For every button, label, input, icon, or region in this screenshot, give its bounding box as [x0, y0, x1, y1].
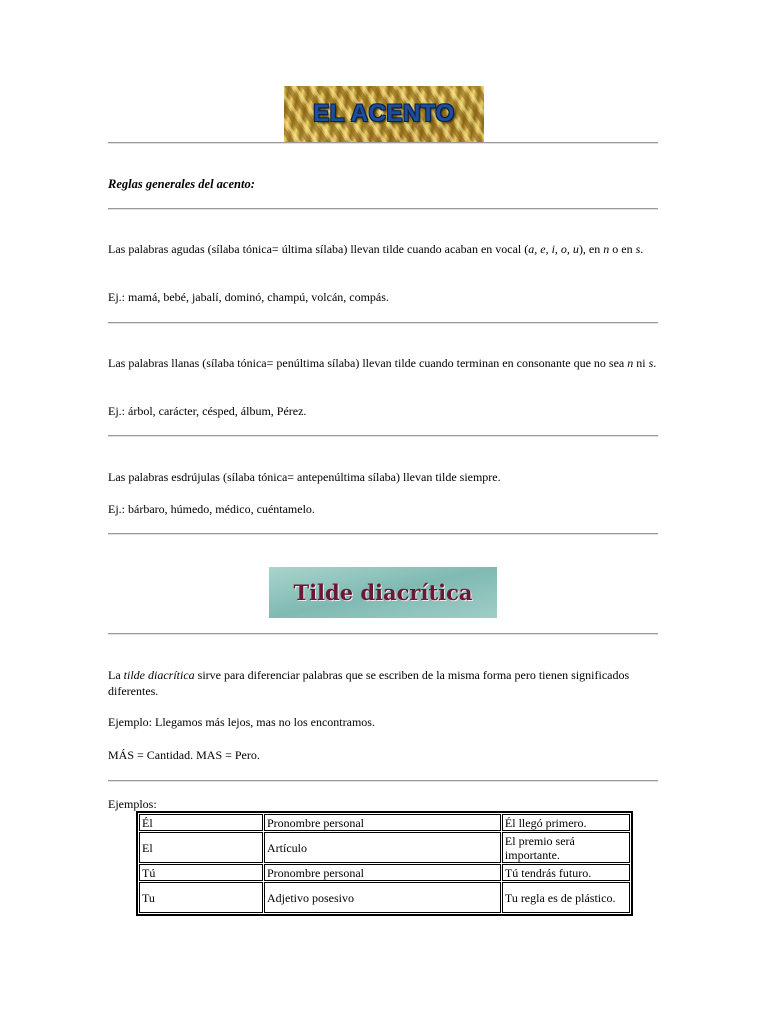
examples-table-body: [139, 814, 630, 913]
table-cell-word: Tu: [139, 882, 263, 913]
letter-s-italic: s: [635, 242, 641, 256]
banner-title: EL ACENTO: [313, 100, 455, 127]
diacritica-example: Ejemplo: Llegamos más lejos, mas no los encontramos.: [108, 715, 375, 729]
table-cell-word: Tú: [139, 864, 263, 881]
horizontal-rule: [108, 142, 658, 144]
el-acento-banner: [284, 86, 484, 142]
horizontal-rule: [108, 208, 658, 210]
llanas-text: .: [653, 356, 657, 370]
table-row: [139, 864, 630, 881]
examples-label: Ejemplos:: [108, 797, 157, 811]
table-cell-example: El premio será importante.: [502, 832, 630, 863]
section-subtitle: Reglas generales del acento:: [108, 177, 255, 191]
examples-table: [136, 811, 633, 916]
table-row: [139, 814, 630, 831]
esdrujulas-example: Ej.: bárbaro, húmedo, médico, cuéntamelo.: [108, 502, 315, 516]
table-cell-type: Adjetivo posesivo: [264, 882, 501, 913]
diacritica-text: sirve para diferenciar palabras que se escriben de la misma forma pero tienen significados diferentes.: [108, 668, 630, 698]
diacritica-note: MÁS = Cantidad. MAS = Pero.: [108, 748, 260, 762]
diacritica-paragraph: [108, 667, 660, 699]
llanas-text: Las palabras llanas (sílaba tónica= penúltima sílaba) llevan tilde cuando terminan en consonante que no sea: [108, 356, 628, 370]
letter-n-italic: n: [603, 242, 610, 256]
agudas-rule-paragraph: [108, 241, 660, 257]
agudas-text: ), en: [578, 242, 604, 256]
table-cell-type: Artículo: [264, 832, 501, 863]
table-cell-word: Él: [139, 814, 263, 831]
agudas-example: Ej.: mamá, bebé, jabalí, dominó, champú, volcán, compás.: [108, 290, 389, 304]
esdrujulas-rule-paragraph: Las palabras esdrújulas (sílaba tónica= antepenúltima sílaba) llevan tilde siempre.: [108, 470, 501, 484]
horizontal-rule: [108, 322, 658, 324]
vowels-italic: a, e, i, o, u: [528, 242, 579, 256]
agudas-text: o en: [609, 242, 636, 256]
llanas-example: Ej.: árbol, carácter, césped, álbum, Pérez.: [108, 404, 307, 418]
table-row: [139, 882, 630, 913]
horizontal-rule: [108, 633, 658, 635]
llanas-text: ni: [633, 356, 649, 370]
table-cell-example: Él llegó primero.: [502, 814, 630, 831]
table-cell-word: El: [139, 832, 263, 863]
table-cell-example: Tú tendrás futuro.: [502, 864, 630, 881]
agudas-text: Las palabras agudas (sílaba tónica= última sílaba) llevan tilde cuando acaban en vocal (: [108, 242, 529, 256]
banner-title: Tilde diacrítica: [293, 580, 473, 605]
agudas-text: .: [640, 242, 644, 256]
table-cell-type: Pronombre personal: [264, 864, 501, 881]
horizontal-rule: [108, 435, 658, 437]
horizontal-rule: [108, 533, 658, 535]
letter-n-italic: n: [627, 356, 634, 370]
table-cell-example: Tu regla es de plástico.: [502, 882, 630, 913]
table-row: [139, 832, 630, 863]
letter-s-italic: s: [648, 356, 654, 370]
llanas-rule-paragraph: [108, 355, 660, 371]
horizontal-rule: [108, 780, 658, 782]
term-italic: tilde diacrítica: [123, 668, 195, 682]
diacritica-text: La: [108, 668, 124, 682]
tilde-diacritica-banner: [269, 567, 497, 618]
table-cell-type: Pronombre personal: [264, 814, 501, 831]
